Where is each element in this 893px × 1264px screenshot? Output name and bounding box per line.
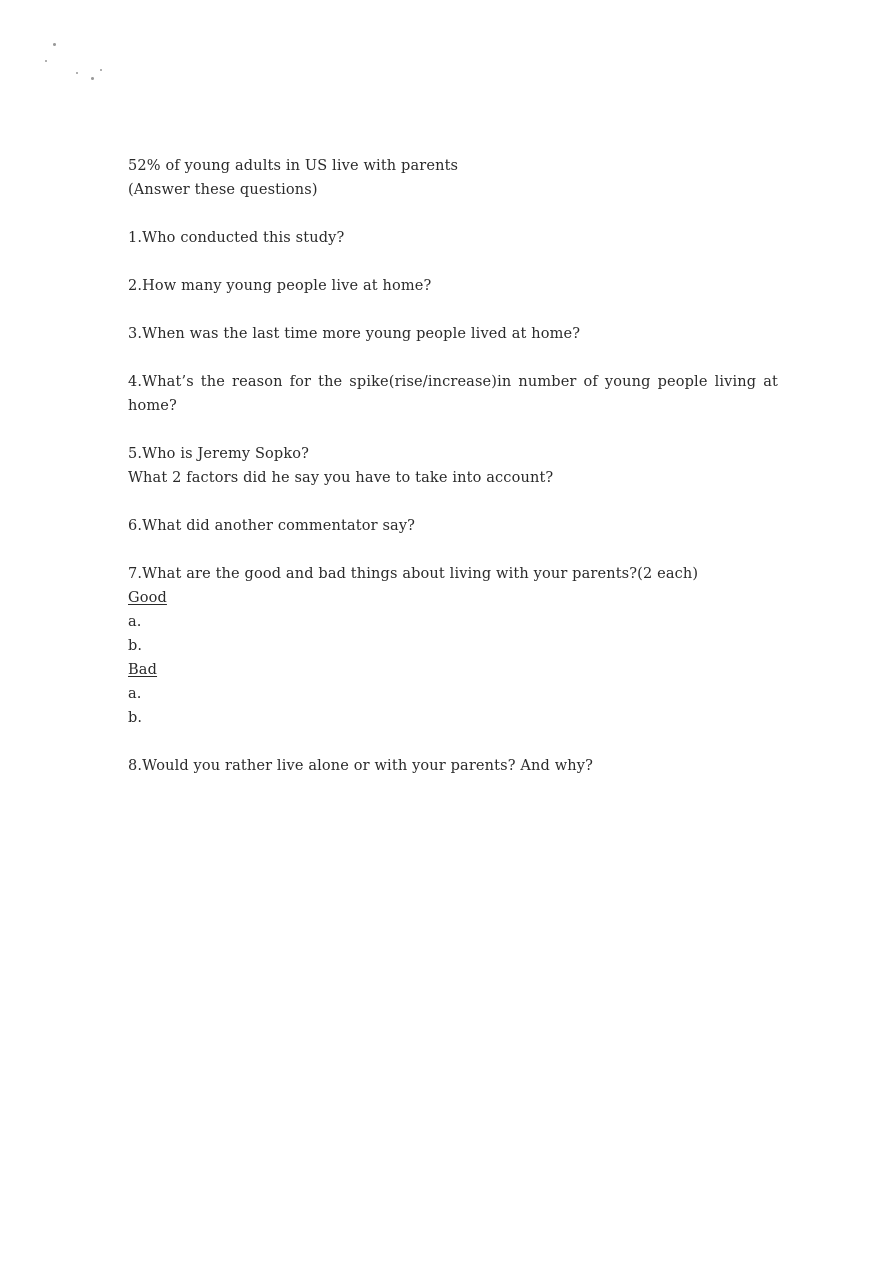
scan-speck bbox=[76, 72, 78, 74]
question-7: 7.What are the good and bad things about living with your parents?(2 each) bbox=[128, 566, 699, 582]
question-3: 3.When was the last time more young people lived at home? bbox=[128, 326, 581, 342]
scan-speck bbox=[91, 77, 94, 80]
question-5-followup: What 2 factors did he say you have to take into account? bbox=[128, 470, 554, 486]
worksheet-title: 52% of young adults in US live with parents bbox=[128, 158, 459, 174]
question-4: 4.What’s the reason for the spike(rise/increase)in number of young people living at home? bbox=[128, 374, 778, 414]
worksheet-content bbox=[128, 154, 778, 778]
bad-item-b: b. bbox=[128, 710, 143, 726]
worksheet-instruction: (Answer these questions) bbox=[128, 182, 318, 198]
good-heading: Good bbox=[128, 590, 167, 606]
bad-heading: Bad bbox=[128, 662, 158, 678]
question-6: 6.What did another commentator say? bbox=[128, 518, 416, 534]
scan-speck bbox=[53, 43, 56, 46]
question-5: 5.Who is Jeremy Sopko? bbox=[128, 446, 310, 462]
bad-item-a: a. bbox=[128, 686, 142, 702]
scan-speck bbox=[45, 60, 47, 62]
question-8: 8.Would you rather live alone or with your parents? And why? bbox=[128, 758, 594, 774]
good-item-a: a. bbox=[128, 614, 142, 630]
good-item-b: b. bbox=[128, 638, 143, 654]
question-2: 2.How many young people live at home? bbox=[128, 278, 432, 294]
question-1: 1.Who conducted this study? bbox=[128, 230, 345, 246]
scan-speck bbox=[100, 69, 102, 71]
